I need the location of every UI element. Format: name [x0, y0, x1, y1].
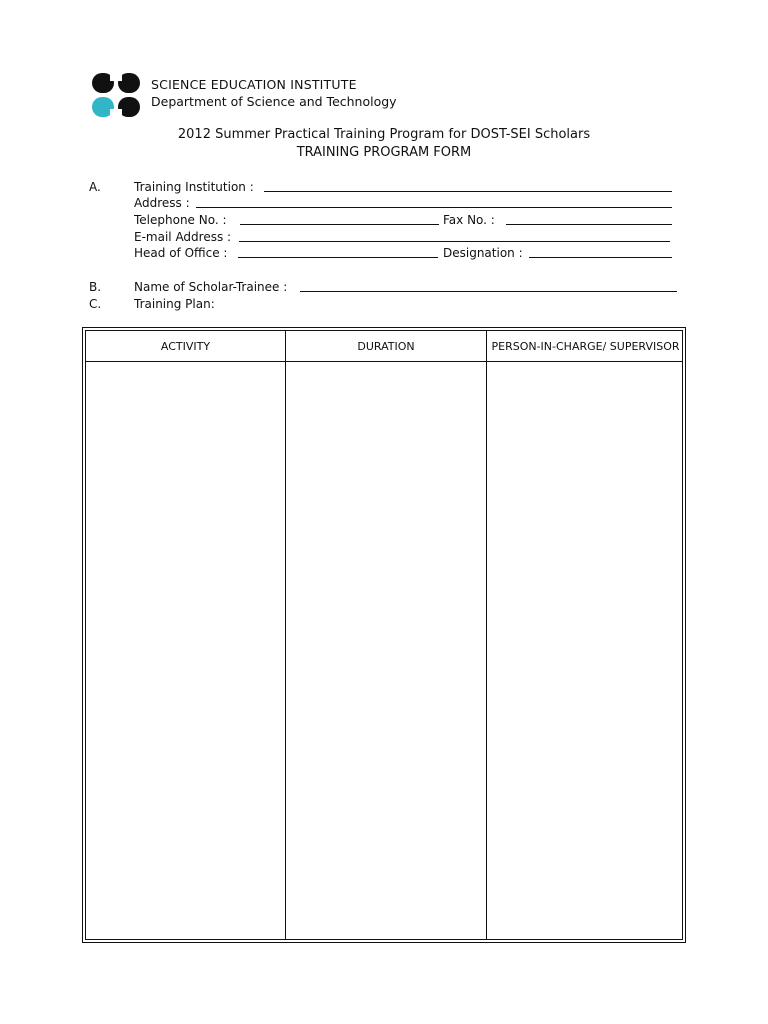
- email-label: E-mail Address :: [134, 230, 232, 244]
- telephone-field[interactable]: [240, 224, 439, 225]
- head-of-office-label: Head of Office :: [134, 246, 228, 260]
- column-header-activity: ACTIVITY: [160, 339, 211, 353]
- department-name: Department of Science and Technology: [151, 94, 397, 109]
- training-institution-label: Training Institution :: [134, 180, 254, 194]
- fax-label: Fax No. :: [443, 213, 495, 227]
- address-field[interactable]: [196, 207, 672, 208]
- address-label: Address :: [134, 196, 190, 210]
- program-title: 2012 Summer Practical Training Program for DOST-SEI Scholars: [177, 127, 591, 142]
- training-institution-field[interactable]: [264, 191, 672, 192]
- telephone-label: Telephone No. :: [134, 213, 227, 227]
- person-in-charge-column-cell[interactable]: [487, 362, 684, 939]
- section-a-letter: A.: [89, 180, 101, 194]
- activity-column-cell[interactable]: [86, 362, 285, 939]
- section-c-letter: C.: [89, 297, 102, 311]
- designation-label: Designation :: [443, 246, 523, 260]
- table-frame: [85, 330, 683, 940]
- head-of-office-field[interactable]: [238, 257, 438, 258]
- email-field[interactable]: [239, 241, 670, 242]
- section-b-letter: B.: [89, 280, 102, 294]
- form-title: TRAINING PROGRAM FORM: [296, 145, 472, 160]
- column-header-duration: DURATION: [357, 339, 415, 353]
- scholar-trainee-label: Name of Scholar-Trainee :: [134, 280, 288, 294]
- scholar-trainee-field[interactable]: [300, 291, 677, 292]
- duration-column-cell[interactable]: [286, 362, 486, 939]
- designation-field[interactable]: [529, 257, 672, 258]
- training-plan-table: [82, 327, 686, 943]
- dost-sei-logo: [92, 73, 140, 117]
- fax-field[interactable]: [506, 224, 672, 225]
- training-plan-label: Training Plan:: [134, 297, 215, 311]
- column-header-person-in-charge: PERSON-IN-CHARGE/ SUPERVISOR: [491, 339, 680, 353]
- institute-name: SCIENCE EDUCATION INSTITUTE: [151, 77, 357, 92]
